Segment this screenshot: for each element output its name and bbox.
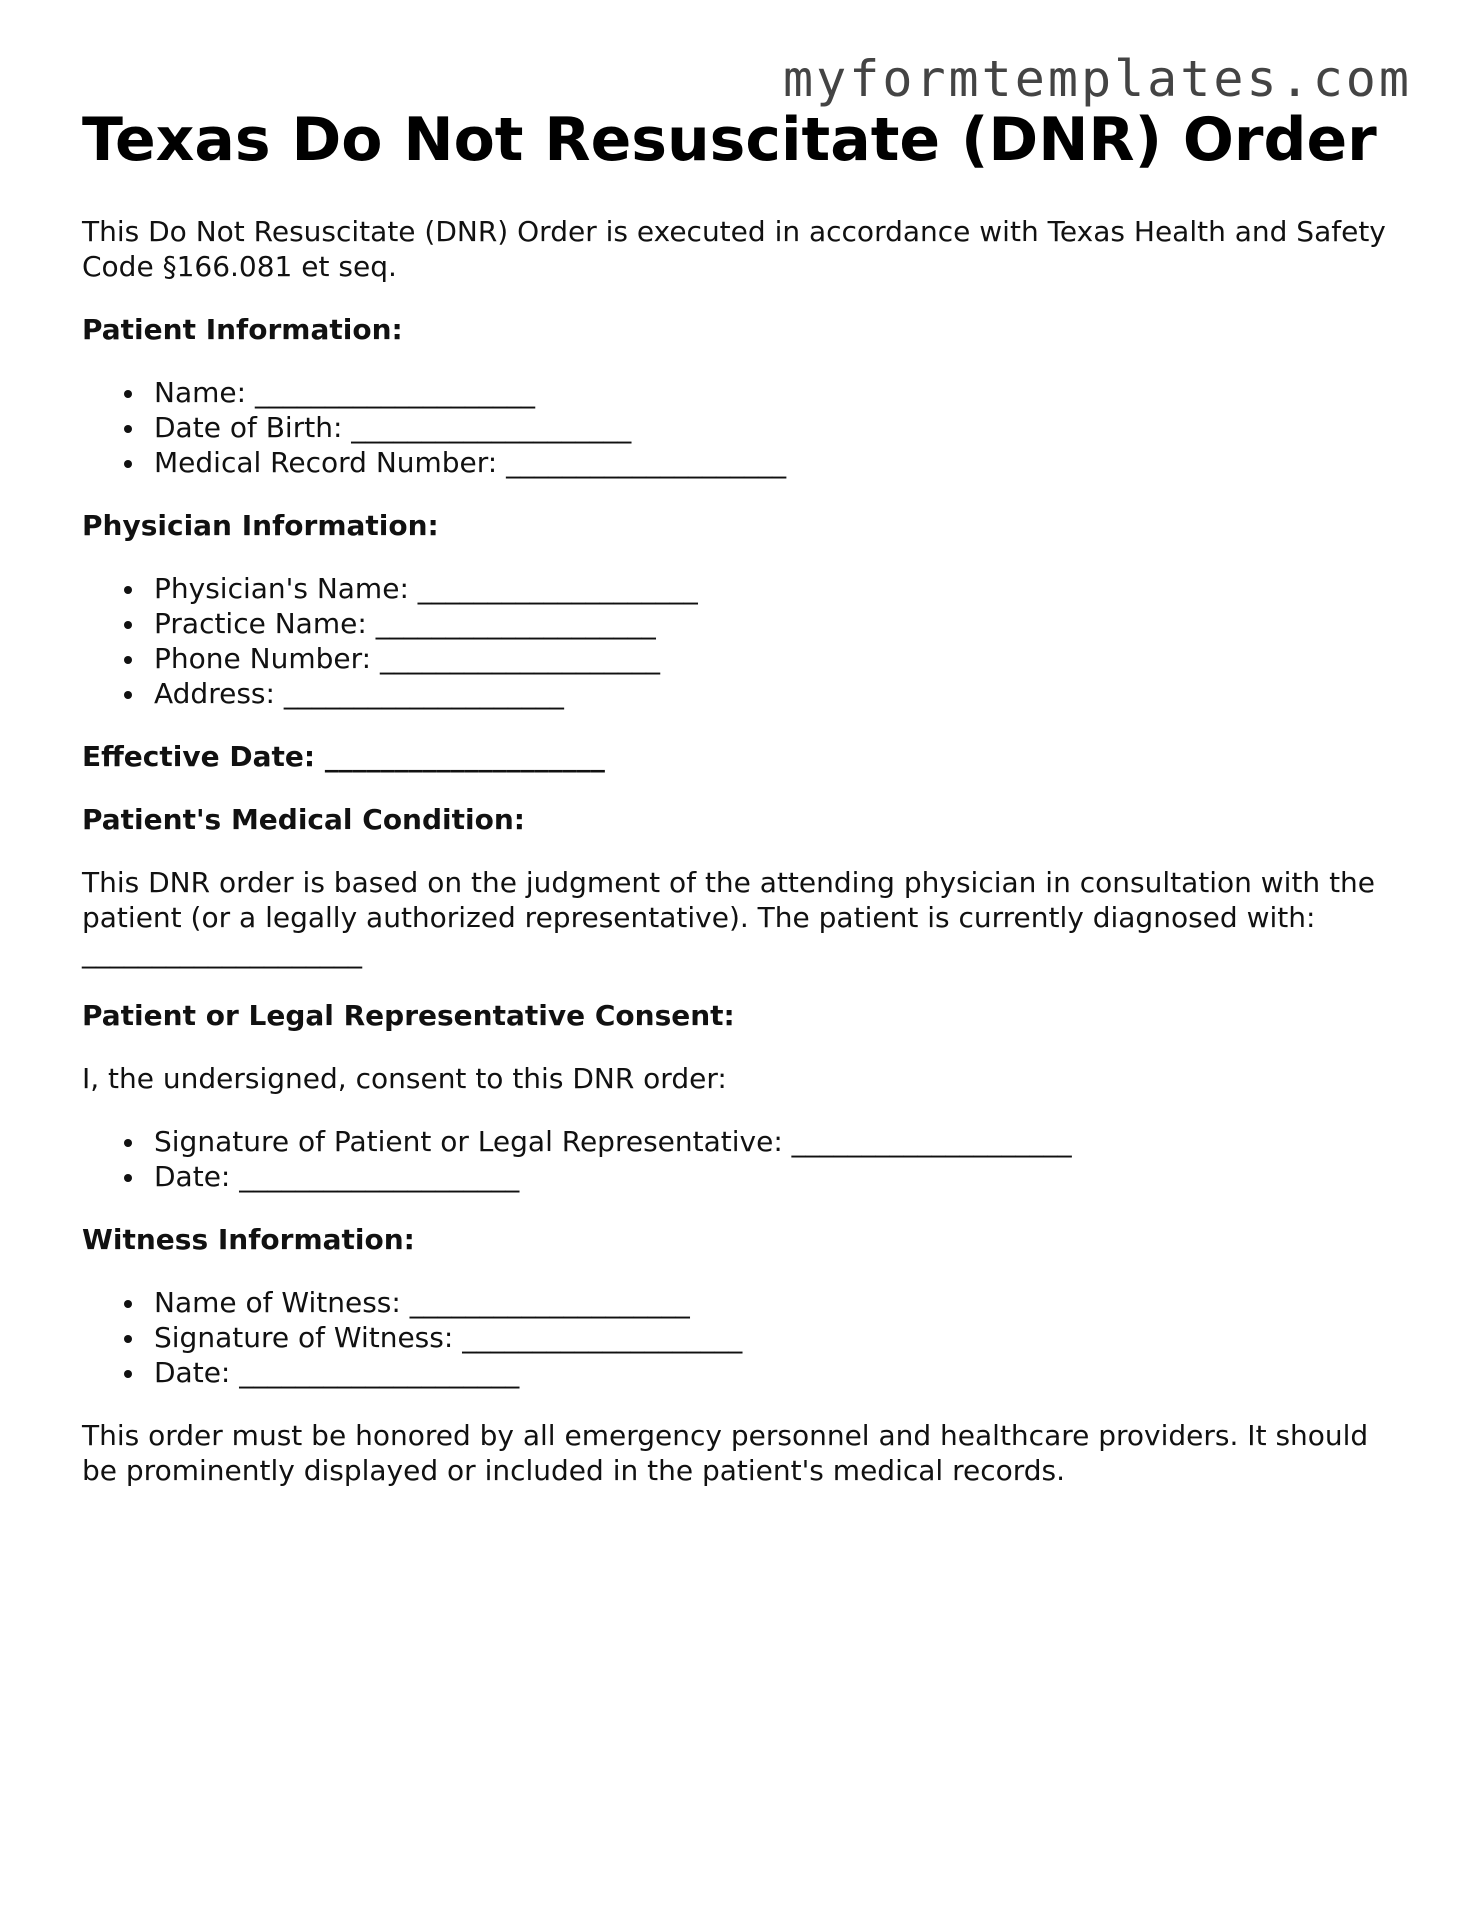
- physician-info-heading: Physician Information:: [82, 509, 439, 542]
- phone-number-field: Phone Number: ____________________: [82, 641, 1402, 676]
- intro-paragraph: This Do Not Resuscitate (DNR) Order is executed in accordance with Texas Health and Safety Code §166.081 et seq.: [82, 215, 1386, 283]
- medical-record-number-field: Medical Record Number: ____________________: [82, 445, 1402, 480]
- blank-line[interactable]: ____________________: [82, 936, 362, 969]
- witness-info-list: [82, 1285, 1402, 1390]
- witness-name-field: Name of Witness: ____________________: [82, 1285, 1402, 1320]
- medical-condition-paragraph: This DNR order is based on the judgment of the attending physician in consultation with the patient (or a legally authorized representative). The patient is currently diagnosed with: ____________________: [82, 866, 1376, 969]
- blank-line[interactable]: ____________________: [417, 572, 698, 605]
- patient-dob-field: Date of Birth: ____________________: [82, 410, 1402, 445]
- witness-date-field: Date: ____________________: [82, 1355, 1402, 1390]
- blank-line[interactable]: ____________________: [379, 642, 660, 675]
- watermark: myformtemplates.com: [783, 50, 1412, 108]
- patient-info-list: [82, 375, 1402, 480]
- blank-line[interactable]: ____________________: [791, 1125, 1072, 1158]
- consent-list: [82, 1124, 1402, 1194]
- patient-signature-field: Signature of Patient or Legal Representative: ____________________: [82, 1124, 1402, 1159]
- blank-line[interactable]: ____________________: [254, 376, 535, 409]
- practice-name-field: Practice Name: ____________________: [82, 606, 1402, 641]
- blank-line[interactable]: ____________________: [351, 411, 632, 444]
- blank-line[interactable]: ____________________: [239, 1160, 520, 1193]
- closing-paragraph: This order must be honored by all emergency personnel and healthcare providers. It should be prominently displayed or included in the patient's medical records.: [82, 1419, 1369, 1487]
- blank-line[interactable]: ____________________: [375, 607, 656, 640]
- consent-heading: Patient or Legal Representative Consent:: [82, 999, 735, 1032]
- physician-name-field: Physician's Name: ____________________: [82, 571, 1402, 606]
- blank-line[interactable]: ____________________: [239, 1356, 520, 1389]
- patient-name-field: Name: ____________________: [82, 375, 1402, 410]
- blank-line[interactable]: ____________________: [324, 740, 605, 773]
- page-title: Texas Do Not Resuscitate (DNR) Order: [82, 105, 1377, 175]
- witness-info-heading: Witness Information:: [82, 1223, 415, 1256]
- consent-paragraph: I, the undersigned, consent to this DNR order:: [82, 1062, 727, 1095]
- consent-date-field: Date: ____________________: [82, 1159, 1402, 1194]
- effective-date-field: Effective Date: ____________________: [82, 740, 605, 773]
- blank-line[interactable]: ____________________: [506, 446, 787, 479]
- witness-signature-field: Signature of Witness: ____________________: [82, 1320, 1402, 1355]
- address-field: Address: ____________________: [82, 676, 1402, 711]
- document-page: [82, 104, 1402, 1488]
- patient-info-heading: Patient Information:: [82, 313, 403, 346]
- blank-line[interactable]: ____________________: [409, 1286, 690, 1319]
- physician-info-list: [82, 571, 1402, 711]
- medical-condition-heading: Patient's Medical Condition:: [82, 803, 525, 836]
- blank-line[interactable]: ____________________: [283, 677, 564, 710]
- blank-line[interactable]: ____________________: [462, 1321, 743, 1354]
